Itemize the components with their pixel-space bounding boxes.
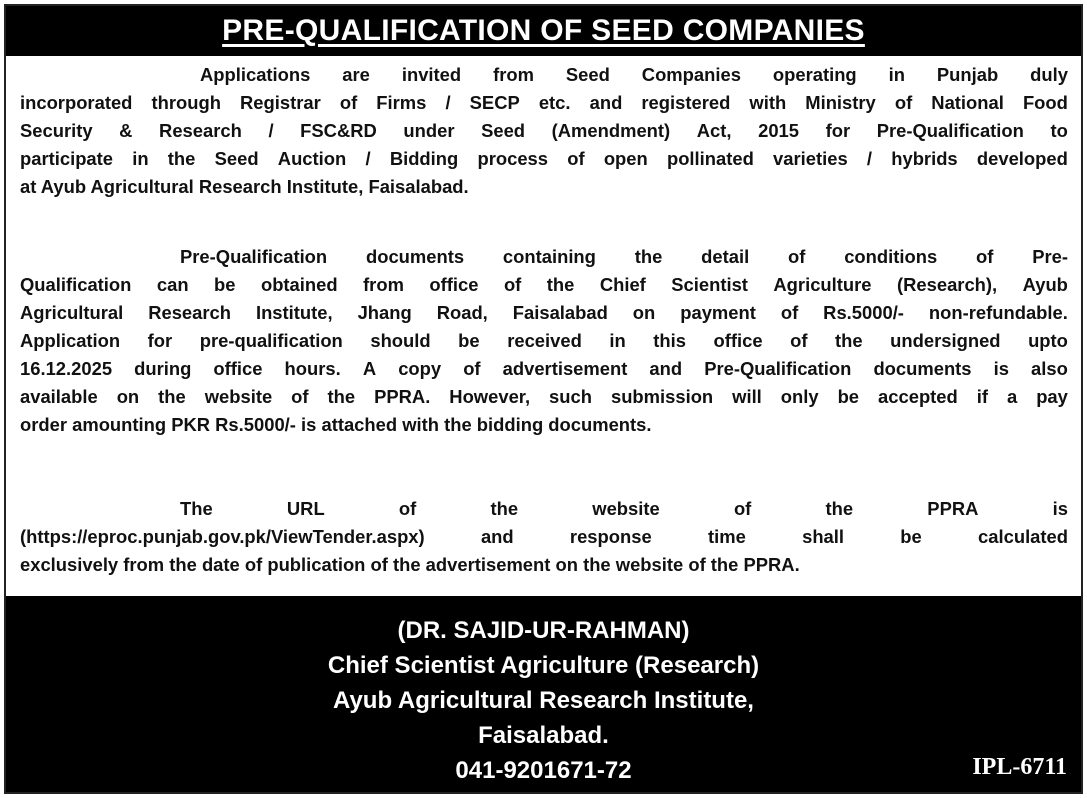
word: (Amendment) (551, 120, 671, 141)
word: conditions (844, 246, 938, 267)
word: through (151, 92, 221, 113)
word: is (993, 358, 1009, 379)
word: this (653, 330, 686, 351)
text-line (20, 383, 1068, 411)
signatory-phone: 041-9201671-72 (455, 757, 632, 784)
word: varieties (773, 148, 848, 169)
word: copy (398, 358, 442, 379)
text-line (20, 271, 1068, 299)
word: incorporated (20, 92, 133, 113)
text-line: order amounting PKR Rs.5000/- is attached with the bidding documents. (20, 414, 652, 435)
paragraph-applications (20, 61, 1068, 201)
word: of (788, 246, 806, 267)
word: in (132, 148, 149, 169)
word: Research (148, 302, 231, 323)
word: undersigned (890, 330, 1001, 351)
word: of (976, 246, 994, 267)
word: registered (641, 92, 731, 113)
word: be (900, 526, 922, 547)
word: for (825, 120, 851, 141)
word: Pre-Qualification (180, 246, 328, 267)
word: 16.12.2025 (20, 358, 113, 379)
word: on (116, 386, 140, 407)
word: Auction (277, 148, 347, 169)
word: containing (502, 246, 596, 267)
word: will (732, 386, 762, 407)
word: A (362, 358, 377, 379)
word: Jhang (357, 302, 412, 323)
word: office (429, 274, 479, 295)
word: open (603, 148, 648, 169)
word: Faisalabad (512, 302, 608, 323)
word: to (1050, 120, 1068, 141)
word: pre-qualification (199, 330, 343, 351)
word: office (713, 330, 763, 351)
word: Registrar (240, 92, 321, 113)
advertisement (4, 4, 1083, 794)
word: website (204, 386, 273, 407)
word: participate (20, 148, 114, 169)
word: of (339, 92, 358, 113)
word: office (213, 358, 263, 379)
word: can (156, 274, 189, 295)
word: the (634, 246, 663, 267)
word: Companies (641, 64, 741, 85)
text-line (20, 355, 1068, 383)
page-title: PRE-QUALIFICATION OF SEED COMPANIES (222, 14, 865, 47)
word: Qualification (20, 274, 132, 295)
word: Security (20, 120, 93, 141)
word: Pre-Qualification (876, 120, 1024, 141)
text-line: exclusively from the date of publication of the advertisement on the website of the PPRA. (20, 554, 800, 575)
word: are (342, 64, 370, 85)
word: calculated (978, 526, 1068, 547)
word: Road, (436, 302, 488, 323)
word: Applications (200, 64, 311, 85)
word: FSC&RD (300, 120, 377, 141)
word: Seed (481, 120, 526, 141)
word: the (158, 386, 186, 407)
word: Act, (696, 120, 732, 141)
word: the (546, 274, 575, 295)
word: Ayub (1022, 274, 1068, 295)
word: available (20, 386, 98, 407)
word: SECP (469, 92, 520, 113)
word: if (976, 386, 988, 407)
word: etc. (538, 92, 571, 113)
signatory-city: Faisalabad. (478, 722, 609, 749)
word: Agricultural (20, 302, 124, 323)
word: (https://eproc.punjab.gov.pk/ViewTender.aspx) (20, 526, 425, 547)
word: of (780, 302, 799, 323)
text-line: at Ayub Agricultural Research Institute, Faisalabad. (20, 176, 469, 197)
word: developed (976, 148, 1068, 169)
word: pollinated (666, 148, 754, 169)
word: from (493, 64, 534, 85)
word: of (291, 386, 309, 407)
word: and (649, 358, 683, 379)
word: Rs.5000/- (823, 302, 904, 323)
word: with (749, 92, 787, 113)
word: response (569, 526, 652, 547)
text-line (20, 117, 1068, 145)
word: Scientist (671, 274, 748, 295)
word: hybrids (891, 148, 958, 169)
text-line (20, 523, 1068, 551)
signatory-institute: Ayub Agricultural Research Institute, (333, 687, 754, 714)
word: payment (680, 302, 756, 323)
word: the (327, 386, 356, 407)
word: of (398, 498, 417, 519)
paragraph-documents (20, 243, 1068, 439)
word: duly (1030, 64, 1068, 85)
word: of (894, 92, 913, 113)
word: the (835, 330, 863, 351)
word: and (480, 526, 514, 547)
word: Pre-Qualification (704, 358, 852, 379)
word: Chief (599, 274, 646, 295)
signatory-designation: Chief Scientist Agriculture (Research) (327, 652, 760, 679)
text-line (20, 89, 1068, 117)
word: Seed (565, 64, 610, 85)
word: be (837, 386, 860, 407)
word: documents (365, 246, 465, 267)
word: However, (449, 386, 531, 407)
word: received (507, 330, 582, 351)
word: submission (610, 386, 714, 407)
word: Pre- (1032, 246, 1068, 267)
word: Firms (376, 92, 427, 113)
signatory-name: (DR. SAJID-UR-RAHMAN) (397, 617, 690, 644)
word: the (825, 498, 854, 519)
word: advertisement (502, 358, 628, 379)
word: process (477, 148, 549, 169)
word: also (1031, 358, 1068, 379)
word: hours. (284, 358, 341, 379)
word: / (866, 148, 873, 169)
word: Seed (214, 148, 259, 169)
word: Agriculture (773, 274, 872, 295)
word: Punjab (936, 64, 999, 85)
word: 2015 (758, 120, 800, 141)
word: documents (873, 358, 972, 379)
word: the (167, 148, 196, 169)
word: is (1052, 498, 1068, 519)
word: URL (286, 498, 325, 519)
word: in (888, 64, 905, 85)
word: invited (401, 64, 462, 85)
word: of (790, 330, 808, 351)
text-line (20, 61, 1068, 89)
paragraph-ppra-url (20, 495, 1068, 579)
word: Food (1022, 92, 1068, 113)
title-bar (6, 6, 1081, 56)
word: Bidding (389, 148, 459, 169)
word: The (180, 498, 213, 519)
word: of (503, 274, 522, 295)
word: National (931, 92, 1004, 113)
word: Application (20, 330, 121, 351)
word: of (733, 498, 752, 519)
word: pay (1036, 386, 1068, 407)
word: such (549, 386, 592, 407)
word: a (1006, 386, 1018, 407)
word: be (214, 274, 236, 295)
text-line (20, 243, 1068, 271)
ad-code: IPL-6711 (972, 754, 1067, 780)
text-line (20, 145, 1068, 173)
word: under (403, 120, 455, 141)
word: website (592, 498, 660, 519)
word: / (365, 148, 371, 169)
text-line (20, 299, 1068, 327)
word: Institute, (255, 302, 333, 323)
word: time (707, 526, 746, 547)
word: PPRA (927, 498, 979, 519)
word: shall (802, 526, 845, 547)
signature-block (6, 596, 1081, 792)
word: for (147, 330, 173, 351)
word: the (490, 498, 519, 519)
word: accepted (878, 386, 958, 407)
word: only (780, 386, 819, 407)
word: PPRA. (374, 386, 431, 407)
word: of (463, 358, 481, 379)
word: be (458, 330, 480, 351)
word: of (567, 148, 585, 169)
word: during (134, 358, 192, 379)
word: and (589, 92, 623, 113)
word: (Research), (896, 274, 998, 295)
word: obtained (260, 274, 338, 295)
text-line (20, 495, 1068, 523)
word: in (609, 330, 626, 351)
word: non-refundable. (928, 302, 1068, 323)
word: Ministry (805, 92, 876, 113)
word: from (363, 274, 404, 295)
word: upto (1028, 330, 1068, 351)
text-line (20, 327, 1068, 355)
word: should (370, 330, 431, 351)
word: & (119, 120, 133, 141)
word: on (632, 302, 656, 323)
word: / (268, 120, 274, 141)
word: detail (701, 246, 750, 267)
word: Research (159, 120, 242, 141)
word: / (445, 92, 451, 113)
word: operating (772, 64, 857, 85)
